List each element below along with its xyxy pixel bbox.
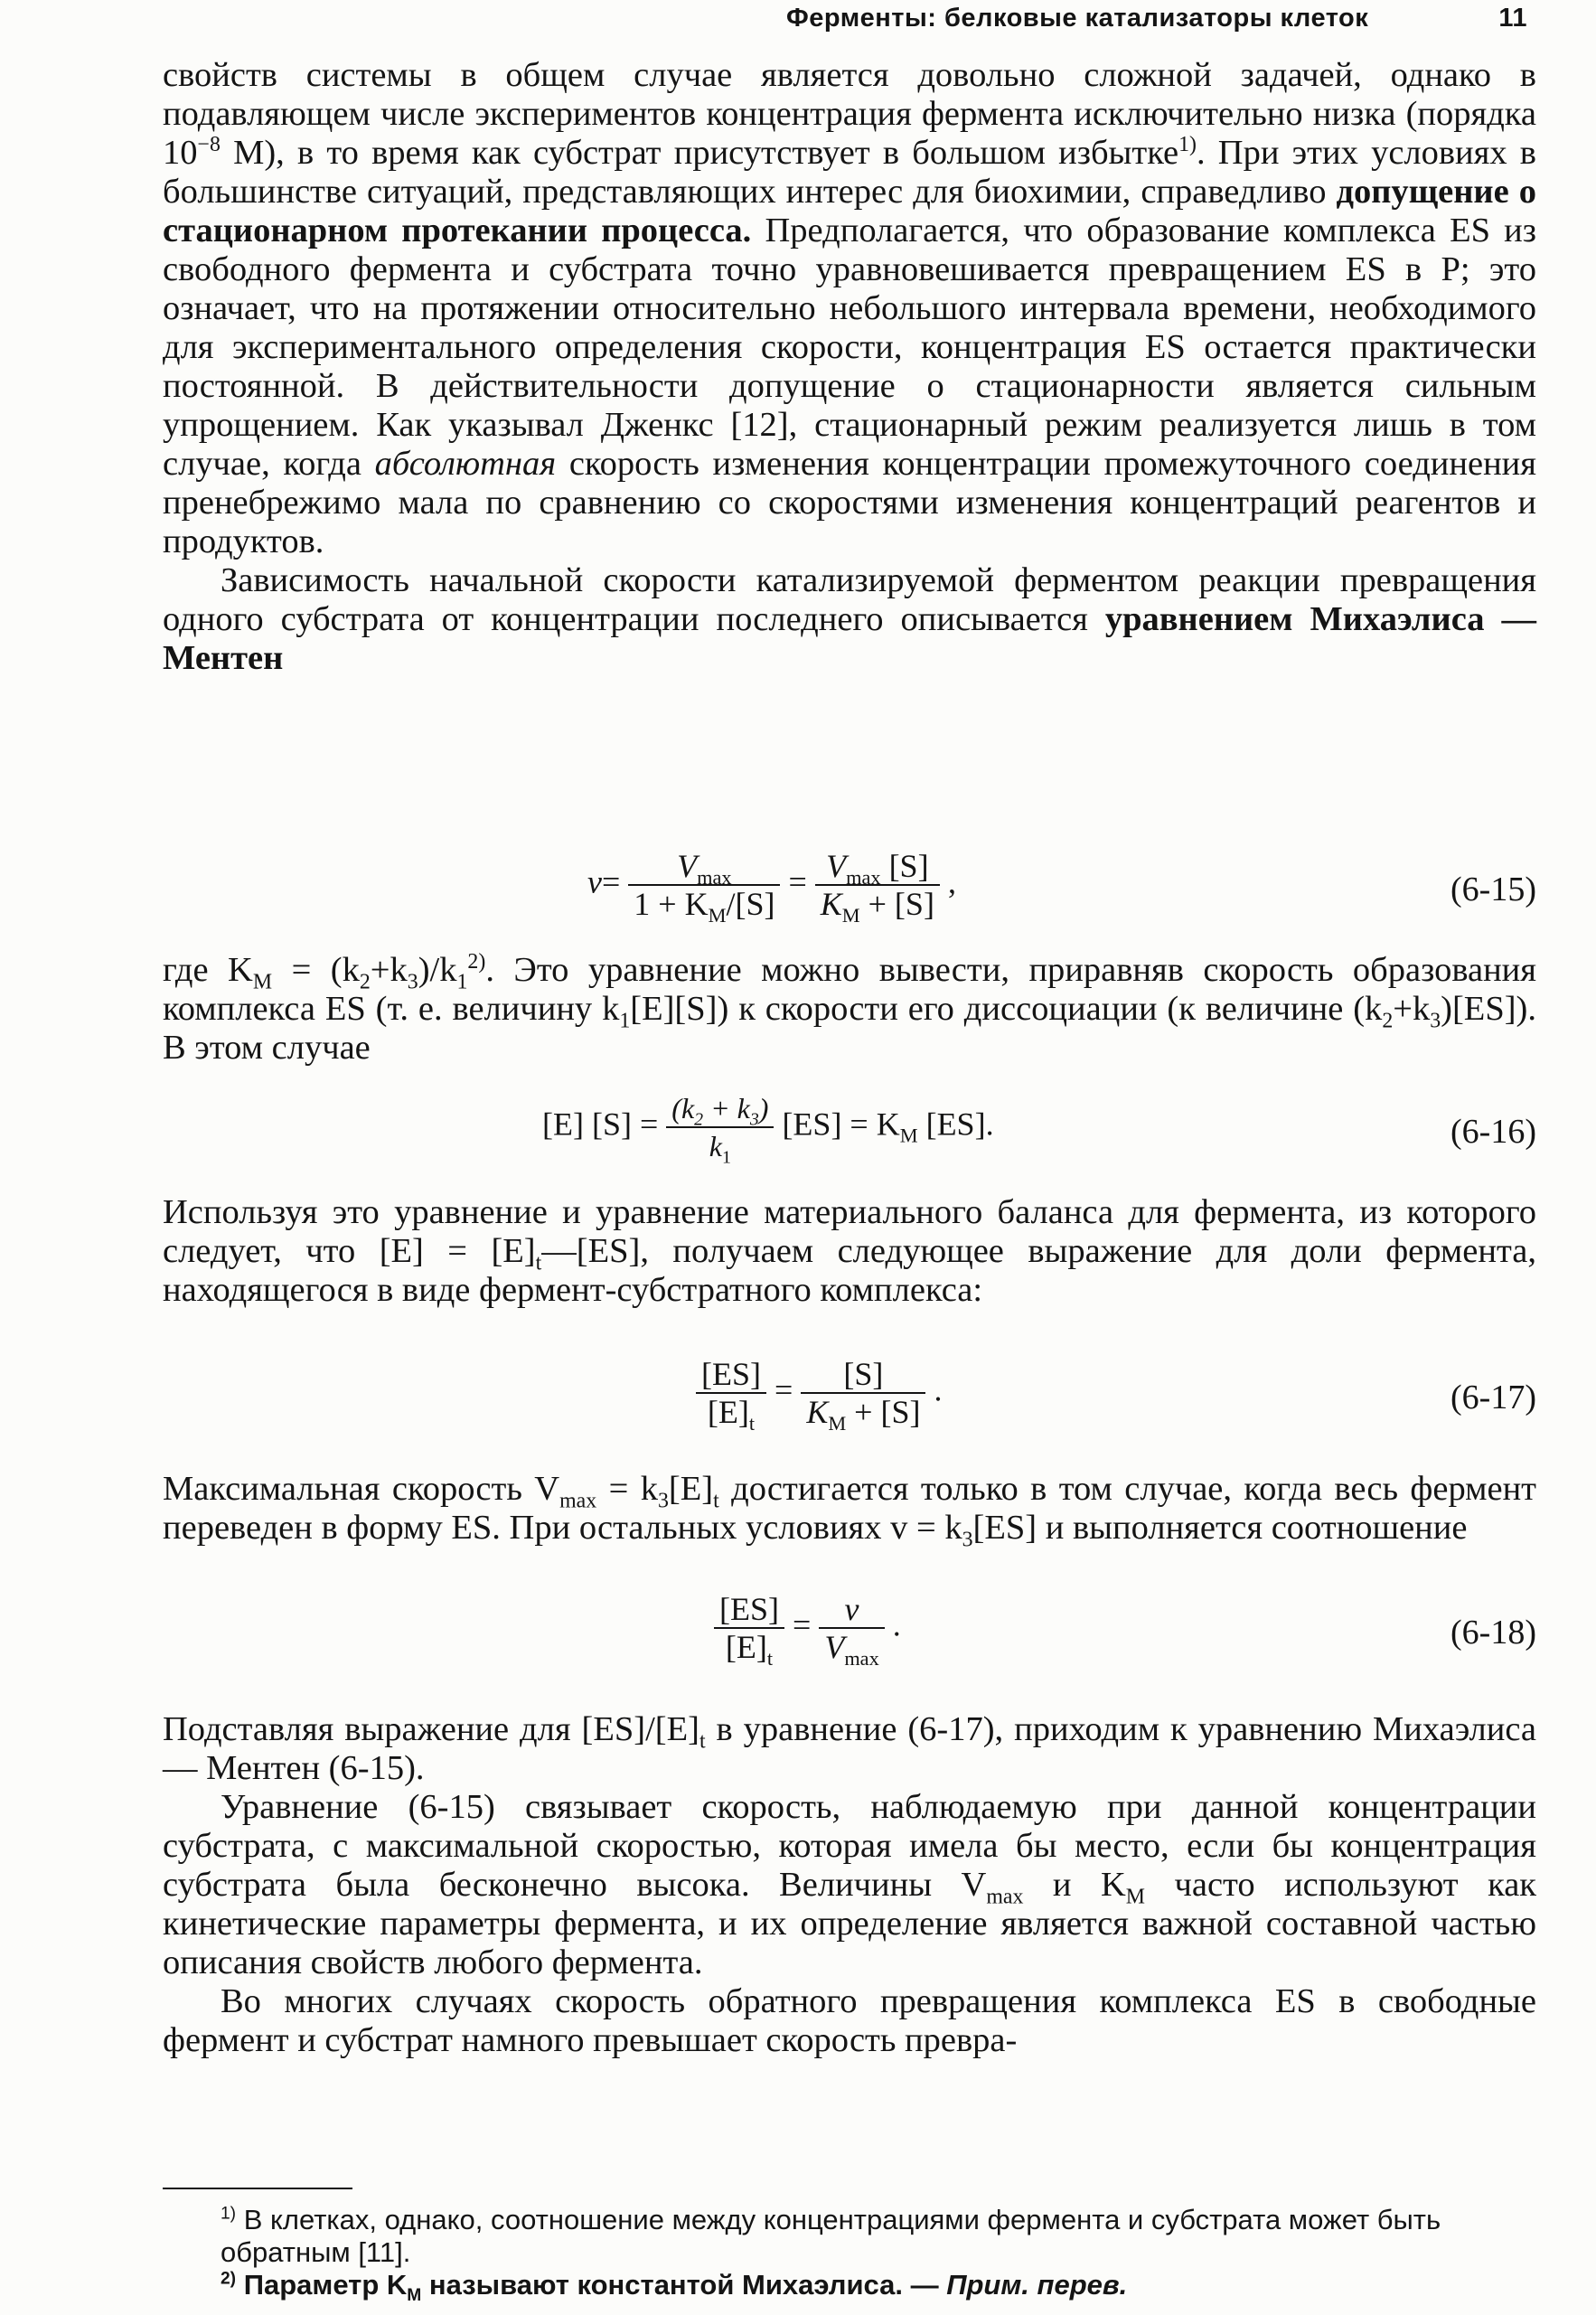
body-text-top	[163, 56, 1536, 678]
page	[163, 0, 1536, 2315]
fraction: $\frac{[S]}{K_M + [S]}$	[801, 1356, 925, 1430]
paragraph: свойств системы в общем случае является довольно сложной задачей, однако в подавляющем числе экспериментов концентрация фермента исключительно низка (порядка $10^{-8}$ М), в то время как субстрат присутствует в большом избытке$^{1)}$. При этих условиях в большинстве ситуаций, представляющих интерес для биохимии, справедливо допущение о стационарном протекании процесса. Предполагается, что образование комплекса ES из свободного фермента и субстрата точно уравновешивается превращением ES в P; это означает, что на протяжении относительно небольшого интервала времени, необходимого для экспериментального определения скорости, концентрация ES остается практически постоянной. В действительности допущение о стационарности является сильным упрощением. Как указывал Дженкс [12], стационарный режим реализуется лишь в том случае, когда абсолютная скорость изменения концентрации промежуточного соединения пренебрежимо мала по сравнению со скоростями изменения концентраций реагентов и продуктов.	[163, 56, 1536, 560]
fraction: $\frac{V_{max} [S]}{K_M + [S]}$	[815, 848, 940, 922]
footnotes	[163, 2204, 1536, 2306]
equation-number: (6-16)	[1450, 1113, 1536, 1151]
footnote-1: $^{1)}$ В клетках, однако, соотношение между концентрациями фермента и субстрата может быть обратным [11].	[221, 2204, 1441, 2268]
body-text	[163, 951, 1536, 1068]
equation-6-16: [E] [S] = $\frac{(k_2 + k_3)}{k_1}$ $[ES] = K_M$ [ES]. (6-16)	[542, 1092, 1536, 1168]
paragraph: Уравнение (6-15) связывает скорость, наблюдаемую при данной концентрации субстрата, с максимальной скоростью, которая имела бы место, если бы концентрация субстрата была бесконечно высока. Величины $V_{max}$ и $K_M$ часто используют как кинетические параметры фермента, и их определение является важной составной частью описания свойств любого фермента.	[163, 1788, 1536, 1981]
body-text-bottom	[163, 1710, 1536, 2060]
paragraph: Зависимость начальной скорости катализируемой ферментом реакции превращения одного субстрата от концентрации последнего описывается уравнением Михаэлиса — Ментен	[163, 561, 1536, 677]
page-number: 11	[1498, 4, 1527, 33]
paragraph: где $K_M = (k_2+k_3)/k_1^{2)}$. Это уравнение можно вывести, приравняв скорость образования комплекса ES (т. е. величину $k_1[E][S]$) к скорости его диссоциации (к величине $(k_2+k_3)[ES]$). В этом случае	[163, 950, 1536, 1067]
body-text	[163, 1193, 1536, 1310]
equation-6-18: $\frac{[ES]}{[E]_t}$ = $\frac{v}{V_{max}}$ . (6-18)	[163, 1591, 1536, 1672]
body-text	[163, 1470, 1537, 1552]
paragraph: Используя это уравнение и уравнение материального баланса для фермента, из которого следует, что $[E] = [E]_t—[ES]$, получаем следующее выражение для доли фермента, находящегося в виде фермент-субстратного комплекса:	[163, 1193, 1536, 1309]
paragraph: Подставляя выражение для $[ES]/[E]_t$ в уравнение (6-17), приходим к уравнению Михаэлиса — Ментен (6-15).	[163, 1710, 1536, 1787]
equation-6-17: $\frac{[ES]}{[E]_t}$ = $\frac{[S]}{K_M + [S]}$ . (6-17)	[163, 1356, 1536, 1437]
equation-number: (6-18)	[1450, 1614, 1536, 1652]
footnote-2: $^{2)}$ Параметр $K_M$ называют константой Михаэлиса. — Прим. перев.	[221, 2269, 1128, 2306]
paragraph: Во многих случаях скорость обратного превращения комплекса ES в свободные фермент и субстрат намного превышает скорость превра-	[163, 1982, 1536, 2059]
footnote-divider	[163, 2188, 352, 2189]
equation-6-15: v= $\frac{V_{max}}{1 + K_M/[S]}$ = $\frac{V_{max} [S]}{K_M + [S]}$ , (6-15)	[587, 848, 1536, 927]
paragraph: Максимальная скорость $V_{max} = k_3[E]_t$ достигается только в том случае, когда весь фермент переведен в форму ES. При остальных условиях $v = k_3[ES]$ и выполняется соотношение	[163, 1470, 1537, 1552]
header-title: Ферменты: белковые катализаторы клеток	[786, 4, 1369, 33]
fraction: $\frac{v}{V_{max}}$	[819, 1591, 884, 1665]
equation-number: (6-15)	[1450, 870, 1536, 908]
fraction: $\frac{[ES]}{[E]_t}$	[714, 1591, 784, 1665]
footnote-ref: 2)	[467, 950, 486, 974]
fraction: $\frac{V_{max}}{1 + K_M/[S]}$	[628, 848, 780, 922]
equation-number: (6-17)	[1450, 1379, 1536, 1416]
footnote-ref: 1)	[1178, 133, 1197, 157]
running-header	[786, 4, 1527, 31]
fraction: $\frac{(k_2 + k_3)}{k_1}$	[666, 1090, 774, 1164]
fraction: $\frac{[ES]}{[E]_t}$	[696, 1356, 766, 1430]
